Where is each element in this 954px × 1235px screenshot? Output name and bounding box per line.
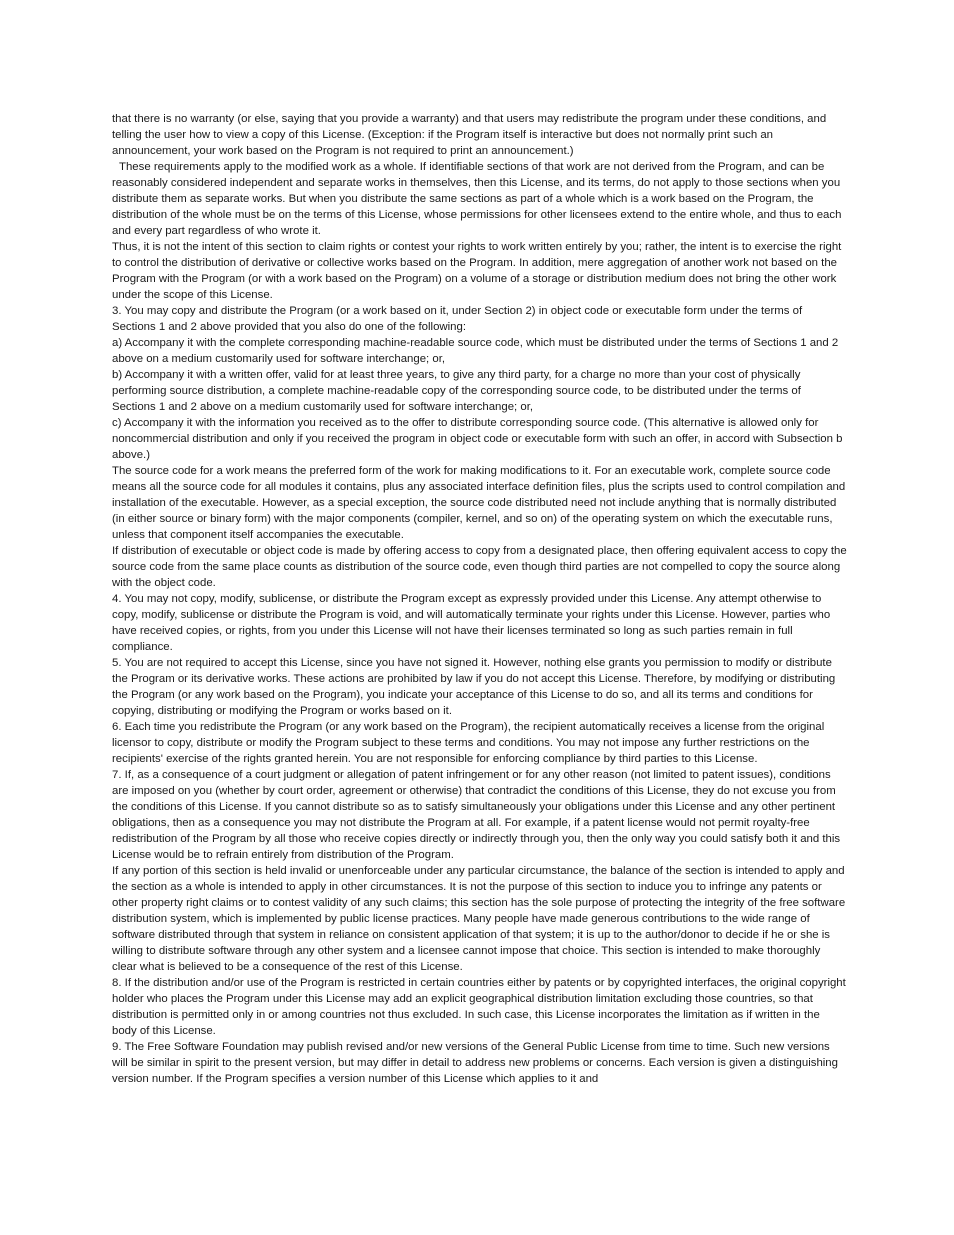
paragraph-source-code-definition: The source code for a work means the preferred form of the work for making modifications to it. For an executable work, complete source code means all the source code for all modules it contains, plus any associated interface definition files, plus the scripts used to control compilation and installation of the executable. However, as a special exception, the source code distributed need not include anything that is normally distributed (in either source or binary form) with the major components (compiler, kernel, and so on) of the operating system on which the executable runs, unless that component itself accompanies the executable. bbox=[112, 465, 846, 541]
paragraph-section-3c: c) Accompany it with the information you received as to the offer to distribute corresponding source code. (This alternative is allowed only for noncommercial distribution and only if you received the program in object code or executable form with such an offer, in accord with Subsection b above.) bbox=[112, 417, 843, 461]
paragraph-warranty-notice: that there is no warranty (or else, saying that you provide a warranty) and that users may redistribute the program under these conditions, and telling the user how to view a copy of this License. (Exception: if the Program itself is interactive but does not normally print such an announcement, your work based on the Program is not required to print an announcement.) bbox=[112, 113, 827, 157]
paragraph-section-3b: b) Accompany it with a written offer, valid for at least three years, to give any third party, for a charge no more than your cost of physically performing source distribution, a complete machine-readable copy of the corresponding source code, to be distributed under the terms of Sections 1 and 2 above on a medium customarily used for software interchange; or, bbox=[112, 369, 801, 413]
paragraph-section-7: 7. If, as a consequence of a court judgment or allegation of patent infringement or for any other reason (not limited to patent issues), conditions are imposed on you (whether by court order, agreement or otherwise) that contradict the conditions of this License, they do not excuse you from the conditions of this License. If you cannot distribute so as to satisfy simultaneously your obligations under this License and any other pertinent obligations, then as a consequence you may not distribute the Program at all. For example, if a patent license would not permit royalty-free redistribution of the Program by all those who receive copies directly or indirectly through you, then the only way you could satisfy both it and this License would be to refrain entirely from distribution of the Program. bbox=[112, 769, 841, 861]
paragraph-section-5: 5. You are not required to accept this License, since you have not signed it. However, nothing else grants you permission to modify or distribute the Program or its derivative works. These actions are prohibited by law if you do not accept this License. Therefore, by modifying or distributing the Program (or any work based on the Program), you indicate your acceptance of this License to do so, and all its terms and conditions for copying, distributing or modifying the Program or works based on it. bbox=[112, 657, 836, 717]
paragraph-section-3: 3. You may copy and distribute the Program (or a work based on it, under Section 2) in object code or executable form under the terms of Sections 1 and 2 above provided that you also do one of the following: bbox=[112, 305, 803, 333]
paragraph-section-7-invalid-portion: If any portion of this section is held invalid or unenforceable under any particular circumstance, the balance of the section is intended to apply and the section as a whole is intended to apply in other circumstances. It is not the purpose of this section to induce you to infringe any patents or other property right claims or to contest validity of any such claims; this section has the sole purpose of protecting the integrity of the free software distribution system, which is implemented by public license practices. Many people have made generous contributions to the wide range of software distributed through that system in reliance on consistent application of that system; it is up to the author/donor to decide if he or she is willing to distribute software through any other system and a licensee cannot impose that choice. This section is intended to make thoroughly clear what is believed to be a consequence of the rest of this License. bbox=[112, 865, 846, 973]
paragraph-section-6: 6. Each time you redistribute the Program (or any work based on the Program), the recipient automatically receives a license from the original licensor to copy, distribute or modify the Program subject to these terms and conditions. You may not impose any further restrictions on the recipients' exercise of the rights granted herein. You are not responsible for enforcing compliance by third parties to this License. bbox=[112, 721, 825, 765]
paragraph-section-4: 4. You may not copy, modify, sublicense, or distribute the Program except as expressly provided under this License. Any attempt otherwise to copy, modify, sublicense or distribute the Program is void, and will automatically terminate your rights under this License. However, parties who have received copies, or rights, from you under this License will not have their licenses terminated so long as such parties remain in full compliance. bbox=[112, 593, 831, 653]
document-page bbox=[112, 111, 847, 1087]
paragraph-section-9: 9. The Free Software Foundation may publish revised and/or new versions of the General Public License from time to time. Such new versions will be similar in spirit to the present version, but may differ in detail to address new problems or concerns. Each version is given a distinguishing version number. If the Program specifies a version number of this License which applies to it and bbox=[112, 1041, 838, 1085]
paragraph-section-intent: Thus, it is not the intent of this section to claim rights or contest your rights to work written entirely by you; rather, the intent is to exercise the right to control the distribution of derivative or collective works based on the Program. In addition, mere aggregation of another work not based on the Program with the Program (or with a work based on the Program) on a volume of a storage or distribution medium does not bring the other work under the scope of this License. bbox=[112, 241, 842, 301]
paragraph-section-3a: a) Accompany it with the complete corresponding machine-readable source code, which must be distributed under the terms of Sections 1 and 2 above on a medium customarily used for software interchange; or, bbox=[112, 337, 839, 365]
paragraph-modified-work: These requirements apply to the modified work as a whole. If identifiable sections of that work are not derived from the Program, and can be reasonably considered independent and separate works in themselves, then this License, and its terms, do not apply to those sections when you distribute them as separate works. But when you distribute the same sections as part of a whole which is a work based on the Program, the distribution of the whole must be on the terms of this License, whose permissions for other licensees extend to the entire whole, and thus to each and every part regardless of who wrote it. bbox=[112, 161, 842, 237]
paragraph-section-8: 8. If the distribution and/or use of the Program is restricted in certain countries either by patents or by copyrighted interfaces, the original copyright holder who places the Program under this License may add an explicit geographical distribution limitation excluding those countries, so that distribution is permitted only in or among countries not thus excluded. In such case, this License incorporates the limitation as if written in the body of this License. bbox=[112, 977, 846, 1037]
paragraph-designated-place: If distribution of executable or object code is made by offering access to copy from a designated place, then offering equivalent access to copy the source code from the same place counts as distribution of the source code, even though third parties are not compelled to copy the source along with the object code. bbox=[112, 545, 847, 589]
